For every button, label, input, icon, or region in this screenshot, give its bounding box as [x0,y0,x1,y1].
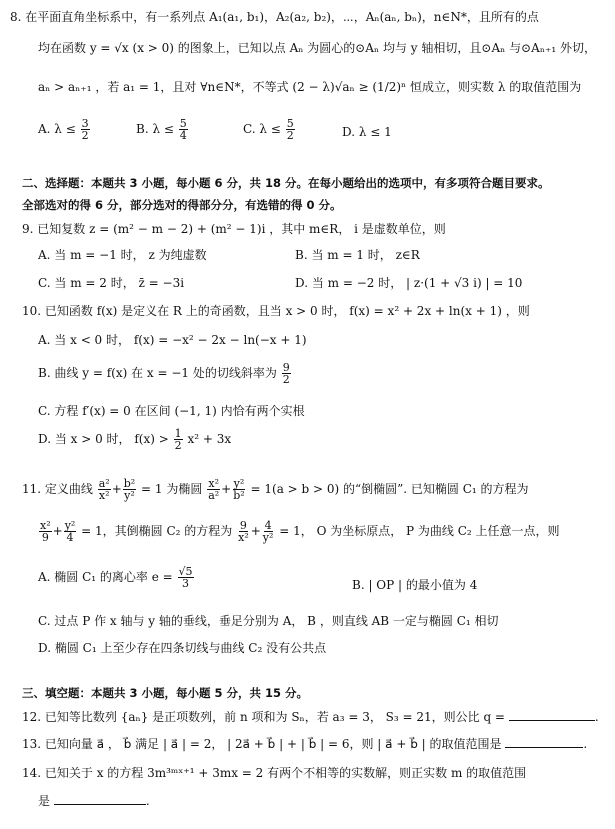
q8-line3: aₙ > aₙ₊₁ ，若 a₁ = 1，且对 ∀n∈N*，不等式 (2 − λ)√aₙ ≥ (1/2)ⁿ 恒成立，则实数 λ 的取值范围为 [38,80,582,94]
q10-option-d-fraction: $\frac{1}{2}$ [174,427,182,452]
q8-option-b-fraction: $\frac{5}{4}$ [179,117,187,142]
q10-option-d-post: x² + 3x [187,432,232,446]
q10-option-b-fraction: $\frac{9}{2}$ [282,361,290,386]
q9-stem: 9. 已知复数 z = (m² − m − 2) + (m² − 1)i ，其中 m∈R， i 是虚数单位，则 [22,222,446,236]
q11-frac-y2b2: $\frac{\text{y²}}{\text{b²}}$ [233,477,245,502]
q10-option-d[interactable] [38,428,231,451]
q8-option-b-label: B. λ ≤ [136,122,174,136]
q11-frac-a2x2: $\frac{\text{a²}}{\text{x²}}$ [98,477,110,502]
q9-option-c[interactable]: C. 当 m = 2 时， z̄ = −3i [38,276,185,290]
q11-option-c[interactable]: C. 过点 P 作 x 轴与 y 轴的垂线，垂足分别为 A， B ，则直线 AB 一定与椭圆 C₁ 相切 [38,614,499,628]
q11-line1: 11. 定义曲线 $\frac{\text{a²}}{\text{x²}}$ + $\frac{\text{b²}}{\text{y²}}$ = 1 为椭圆 $\frac{\text{x²}}{\text{a²}}$ + $\frac{\text{y²}}{\text{b²}}$ = 1(a > b > 0) 的“倒椭圆”. 已知椭圆 C₁ 的方程为 [22,477,529,502]
q9-option-a[interactable]: A. 当 m = −1 时， z 为纯虚数 [38,248,207,262]
q11-option-a-fraction: $\frac{√5}{3}$ [178,565,193,590]
q8-option-b[interactable] [136,118,189,141]
q8-option-c-label: C. λ ≤ [243,122,281,136]
q8-option-c-fraction: $\frac{5}{2}$ [286,117,294,142]
q11-frac-9x2: $\frac{9}{\text{x²}}$ [238,519,249,544]
q13: 13. 已知向量 a⃗ ， b⃗ 满足 | a⃗ | = 2， | 2a⃗ + b⃗ | + | b⃗ | = 6，则 | a⃗ + b⃗ | 的取值范围是 . [22,737,588,751]
q10-stem: 10. 已知函数 f(x) 是定义在 R 上的奇函数，且当 x > 0 时， f(x) = x² + 2x + ln(x + 1) ，则 [22,304,530,318]
q8-line2: 均在函数 y = √x (x > 0) 的图象上，已知以点 Aₙ 为圆心的⊙Aₙ 均与 y 轴相切，且⊙Aₙ 与⊙Aₙ₊₁ 外切， [38,41,596,55]
q8-option-c[interactable] [243,118,296,141]
q13-answer-blank[interactable] [505,735,583,748]
q9-option-d[interactable]: D. 当 m = −2 时， | z·(1 + √3 i) | = 10 [295,276,523,290]
q11-frac-y24: $\frac{\text{y²}}{4}$ [64,519,76,544]
q10-option-c[interactable]: C. 方程 f′(x) = 0 在区间 (−1, 1) 内恰有两个实根 [38,404,305,418]
section2-title-line1: 二、选择题：本题共 3 小题，每小题 6 分，共 18 分。在每小题给出的选项中，有多项符合题目要求。 [22,176,550,190]
q14-answer-blank[interactable] [54,792,146,805]
q11-option-a-text: A. 椭圆 C₁ 的离心率 e = [38,570,173,584]
q11-option-a[interactable] [38,566,195,589]
q12: 12. 已知等比数列 {aₙ} 是正项数列，前 n 项和为 Sₙ，若 a₃ = 3， S₃ = 21，则公比 q = . [22,710,599,724]
q11-frac-b2y2: $\frac{\text{b²}}{\text{y²}}$ [123,477,136,502]
q13-text: 13. 已知向量 a⃗ ， b⃗ 满足 | a⃗ | = 2， | 2a⃗ + b⃗ | + | b⃗ | = 6，则 | a⃗ + b⃗ | 的取值范围是 [22,737,502,751]
section2-title-line2: 全部选对的得 6 分，部分选对的得部分分，有选错的得 0 分。 [22,198,342,212]
q8-option-a-fraction: $\frac{3}{2}$ [81,117,89,142]
q10-option-b-text: B. 曲线 y = f(x) 在 x = −1 处的切线斜率为 [38,366,277,380]
section3-title: 三、填空题：本题共 3 小题，每小题 5 分，共 15 分。 [22,686,309,700]
q10-option-d-pre: D. 当 x > 0 时， f(x) > [38,432,169,446]
q11-option-b[interactable]: B. | OP | 的最小值为 4 [352,578,478,592]
q11-frac-4y2: $\frac{4}{\text{y²}}$ [262,519,274,544]
q8-option-d[interactable]: D. λ ≤ 1 [342,125,392,139]
q12-text: 12. 已知等比数列 {aₙ} 是正项数列，前 n 项和为 Sₙ，若 a₃ = 3， S₃ = 21，则公比 q = [22,710,505,724]
q8-option-a-label: A. λ ≤ [38,122,76,136]
q11-line2: $\frac{\text{x²}}{9}$ + $\frac{\text{y²}}{4}$ = 1，其倒椭圆 C₂ 的方程为 $\frac{9}{\text{x²}}$ + $\frac{4}{\text{y²}}$ = 1， O 为坐标原点， P 为曲线 C₂ 上任意一点，则 [40,519,560,544]
q10-option-a[interactable]: A. 当 x < 0 时， f(x) = −x² − 2x − ln(−x + 1) [38,333,307,347]
q11-option-d[interactable]: D. 椭圆 C₁ 上至少存在四条切线与曲线 C₂ 没有公共点 [38,641,327,655]
q8-line1: 8. 在平面直角坐标系中，有一系列点 A₁(a₁, b₁)，A₂(a₂, b₂)，⋯，Aₙ(aₙ, bₙ)，n∈N*，且所有的点 [10,10,539,24]
q14-line2: 是 . [38,794,150,808]
q9-option-b[interactable]: B. 当 m = 1 时， z∈R [295,248,420,262]
q10-option-b[interactable] [38,362,292,385]
q11-frac-x2a2: $\frac{\text{x²}}{\text{a²}}$ [208,477,220,502]
q14-line1: 14. 已知关于 x 的方程 3m³ᵐˣ⁺¹ + 3mx = 2 有两个不相等的实数解，则正实数 m 的取值范围 [22,766,527,780]
q11-frac-x29: $\frac{\text{x²}}{9}$ [40,519,51,544]
q12-answer-blank[interactable] [509,708,595,721]
q8-option-a[interactable] [38,118,91,141]
